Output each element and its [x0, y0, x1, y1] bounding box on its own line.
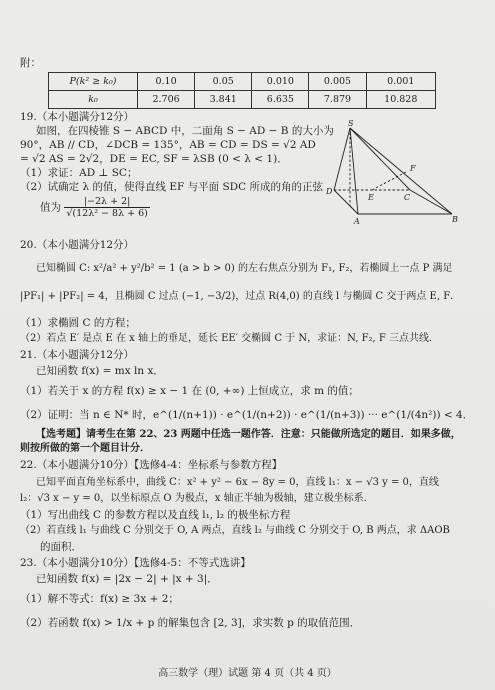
q21-part2: （2）证明：当 n ∈ N* 时，e^(1/(n+1)) · e^(1/(n+2)) · e^(1/(n+3)) ··· e^(1/(4n²)) < 4．	[20, 409, 474, 421]
q20-line1: 已知椭圆 C: x²/a² + y²/b² = 1 (a > b > 0) 的左右焦点分别为 F₁, F₂，若椭圆上一点 P 满足	[36, 263, 453, 274]
q20-title: 20.（本小题满分12分）	[20, 239, 135, 251]
q22-line1: 已知平面直角坐标系中，曲线 C：x² + y² − 6x − 8y = 0，直线 l₁：x − √3 y = 0，直线	[36, 477, 439, 488]
label-a: A	[354, 217, 360, 226]
q23-title: 23.（本小题满分10分）【选修4-5：不等式选讲】	[20, 557, 251, 569]
label-b: B	[452, 215, 458, 224]
table-cell: 6.635	[252, 91, 309, 109]
table-cell: 0.001	[366, 73, 435, 91]
q20-line2: |PF₁| + |PF₂| = 4，且椭圆 C 过点 (−1, −3/2)，过点 R(4,0) 的直线 l 与椭圆 C 交于两点 E, F．	[20, 291, 461, 302]
q20-part2: （2）若点 E′ 是点 E 在 x 轴上的垂足，延长 EE′ 交椭圆 C 于 N，求证：N, F₂, F 三点共线．	[20, 333, 439, 344]
table-cell: 2.706	[138, 91, 195, 109]
table-cell: 7.879	[309, 91, 366, 109]
q21-line1: 已知函数 f(x) = mx ln x．	[36, 365, 164, 377]
q19-part2-value	[40, 196, 150, 219]
pyramid-figure	[318, 120, 458, 230]
table-cell: 0.05	[195, 73, 252, 91]
page-footer: 高三数学（理）试题 第 4 页（共 4 页）	[158, 668, 337, 679]
label-c: C	[404, 193, 411, 202]
table-cell: 3.841	[195, 91, 252, 109]
fraction-numerator: |−2λ + 2|	[64, 196, 150, 208]
label-s: S	[348, 120, 354, 128]
q21-title: 21.（本小题满分12分）	[20, 349, 135, 361]
q22-title: 22.（本小题满分10分）【选修4-4：坐标系与参数方程】	[20, 459, 283, 471]
q19-part2-prefix: 值为	[40, 201, 61, 214]
q23-part2: （2）若函数 f(x) > 1/x + p 的解集包含 [2, 3]，求实数 p 的取值范围．	[20, 617, 361, 629]
q19-line1: 如图，在四棱锥 S − ABCD 中，二面角 S − AD − B 的大小为	[36, 125, 334, 137]
q23-line1: 已知函数 f(x) = |2x − 2| + |x + 3|．	[36, 573, 218, 585]
q21-part1: （1）若关于 x 的方程 f(x) ≥ x − 1 在 (0, +∞) 上恒成立，求 m 的值；	[20, 385, 359, 397]
q23-part1: （1）解不等式：f(x) ≥ 3x + 2；	[20, 593, 179, 605]
attach-label: 附：	[20, 57, 41, 69]
critical-value-table	[48, 72, 436, 109]
q19-title: 19.（本小题满分12分）	[20, 111, 135, 123]
q22-part2b: 的面积．	[40, 541, 82, 553]
label-d: D	[326, 187, 333, 196]
table-header-cell: k₀	[49, 91, 138, 109]
table-row	[49, 73, 436, 91]
table-row	[49, 91, 436, 109]
q22-line2: l₂：√3 x − y = 0，以坐标原点 O 为极点，x 轴正半轴为极轴，建立极坐标系．	[20, 493, 374, 504]
q19-fraction	[64, 196, 150, 219]
table-cell: 0.10	[138, 73, 195, 91]
q19-part1: （1）求证：AD ⊥ SC；	[20, 167, 138, 179]
label-e: E	[368, 193, 374, 202]
q19-line2: 90°，AB // CD，∠DCB = 135°，AB = CD = DS = √2 AD	[20, 139, 316, 151]
label-f: F	[410, 164, 416, 173]
q22-part1: （1）写出曲线 C 的参数方程以及直线 l₁, l₂ 的极坐标方程	[20, 509, 291, 521]
table-cell: 0.005	[309, 73, 366, 91]
q22-part2: （2）若直线 l₁ 与曲线 C 分别交于 O, A 两点，直线 l₂ 与曲线 C 分别交于 O, B 两点，求 ΔAOB	[20, 525, 450, 536]
table-cell: 10.828	[366, 91, 435, 109]
table-header-cell: P(k² ≥ k₀)	[49, 73, 138, 91]
fraction-denominator: √(12λ² − 8λ + 6)	[66, 208, 148, 219]
q20-part1: （1）求椭圆 C 的方程；	[20, 317, 136, 329]
table-cell: 0.010	[252, 73, 309, 91]
select-note-line2: 则按所做的第一个题目计分．	[20, 443, 150, 454]
q19-part2: （2）试确定 λ 的值，使得直线 EF 与平面 SDC 所成的角的正弦	[20, 181, 323, 193]
select-note-line1: 【选考题】请考生在第 22、23 两题中任选一题作答．注意：只能做所选定的题目．如果多做，	[36, 429, 461, 440]
q19-line3: = √2 AS = 2√2，DE = EC, SF = λSB (0 < λ < 1)．	[20, 153, 288, 165]
